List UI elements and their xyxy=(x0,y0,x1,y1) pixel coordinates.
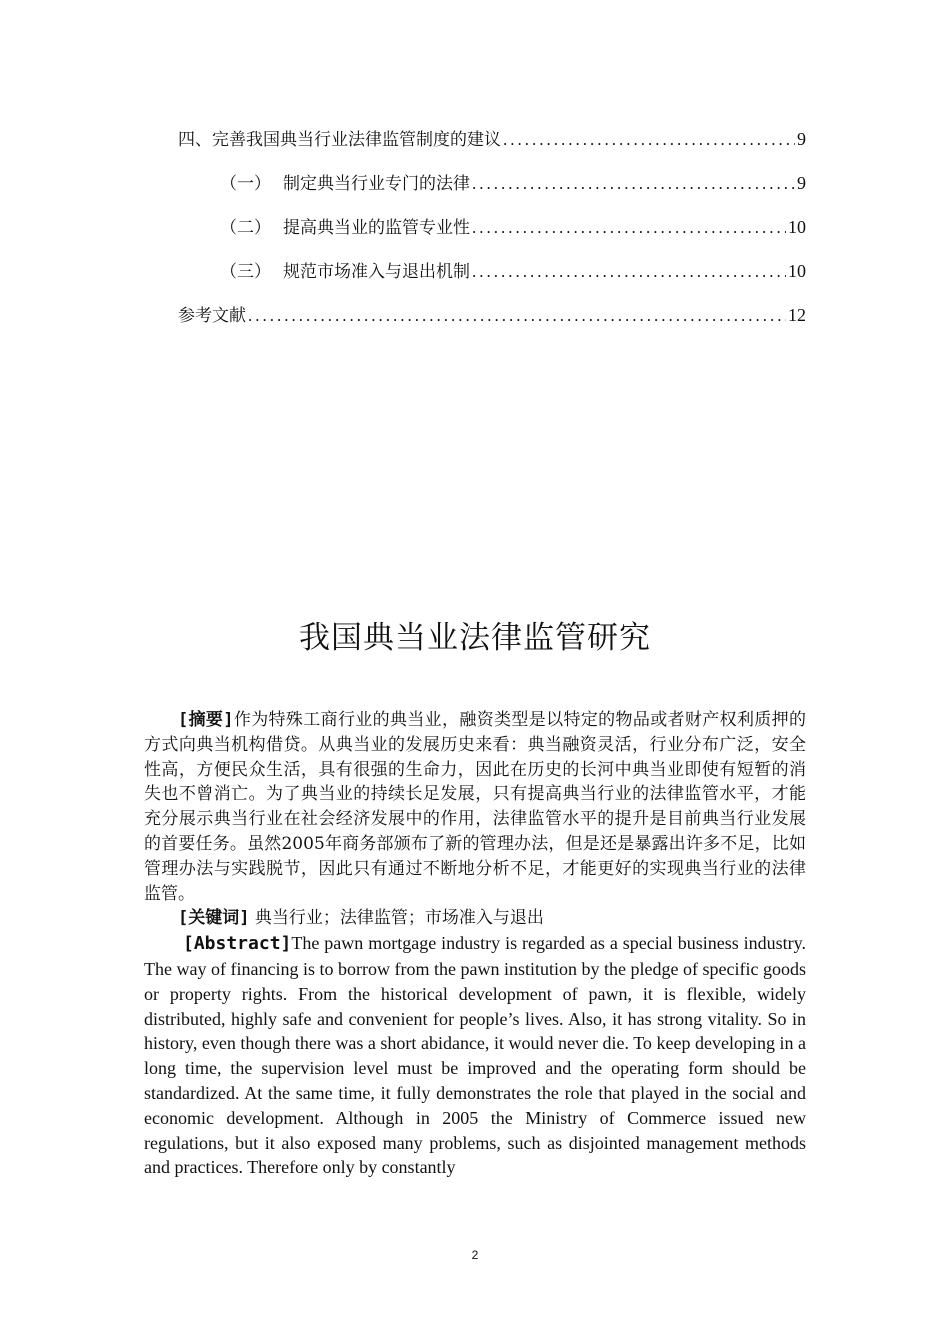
english-abstract xyxy=(144,931,806,1180)
toc-entry-title: 规范市场准入与退出机制 xyxy=(283,262,470,282)
toc-leader-dots xyxy=(472,174,795,194)
toc-entry-number: （一） xyxy=(220,174,271,194)
page-number: 2 xyxy=(471,1248,479,1262)
toc-entry-title: 制定典当行业专门的法律 xyxy=(283,174,470,194)
english-abstract-text: The pawn mortgage industry is regarded as a special business industry. The way of financing is to borrow from the pawn institution by the pledge of specific goods or property rights. From the historical development of pawn, it is flexible, widely distributed, highly safe and convenient for people’s lives. Also, it has strong vitality. So in history, even though there was a short abidance, it would never die. To keep developing in a long time, the supervision level must be improved and the operating form should be standardized. At the same time, it fully demonstrates the role that played in the social and economic development. Although in 2005 the Ministry of Commerce issued new regulations, but it also exposed many problems, such as disjointed management methods and practices. Therefore only by constantly xyxy=(144,933,806,1178)
toc-leader-dots xyxy=(248,306,786,326)
toc-entry-page: 9 xyxy=(797,173,806,193)
toc-leader-dots xyxy=(472,218,786,238)
abstract-label: [摘要] xyxy=(178,710,234,730)
toc-entry-page: 10 xyxy=(788,261,806,281)
toc-entry-page: 9 xyxy=(797,129,806,149)
document-title: 我国典当业法律监管研究 xyxy=(299,620,651,656)
toc-leader-dots xyxy=(503,130,795,150)
toc-entry-page: 12 xyxy=(788,305,806,325)
toc-entry-title: 参考文献 xyxy=(178,306,246,326)
document-body xyxy=(144,708,806,1180)
keywords-text: 典当行业；法律监管；市场准入与退出 xyxy=(249,908,544,929)
toc-entry xyxy=(178,301,806,345)
toc-entry xyxy=(178,125,806,169)
toc-entry-number: （三） xyxy=(220,262,271,282)
abstract-text: 作为特殊工商行业的典当业，融资类型是以特定的物品或者财产权利质押的方式向典当机构借贷。从典当业的发展历史来看：典当融资灵活，行业分布广泛，安全性高，方便民众生活，具有很强的生命力，因此在历史的长河中典当业即使有短暂的消失也不曾消亡。为了典当业的持续长足发展，只有提高典当行业的法律监管水平，才能充分展示典当行业在社会经济发展中的作用，法律监管水平的提升是目前典当行业发展的首要任务。虽然2005年商务部颁布了新的管理办法，但是还是暴露出许多不足，比如管理办法与实践脱节，因此只有通过不断地分析不足，才能更好的实现典当行业的法律监管。 xyxy=(144,710,806,904)
toc-entry-number: （二） xyxy=(220,218,271,238)
english-abstract-label: [Abstract] xyxy=(183,933,292,955)
toc-entry xyxy=(178,257,806,301)
toc-entry-title: 四、完善我国典当行业法律监管制度的建议 xyxy=(178,130,501,150)
toc-entry xyxy=(178,213,806,257)
table-of-contents xyxy=(178,125,806,345)
keywords xyxy=(144,906,806,931)
chinese-abstract xyxy=(144,708,806,906)
keywords-label: [关键词] xyxy=(178,908,250,929)
toc-entry-title: 提高典当业的监管专业性 xyxy=(283,218,470,238)
toc-entry-page: 10 xyxy=(788,217,806,237)
toc-entry xyxy=(178,169,806,213)
toc-leader-dots xyxy=(472,262,786,282)
